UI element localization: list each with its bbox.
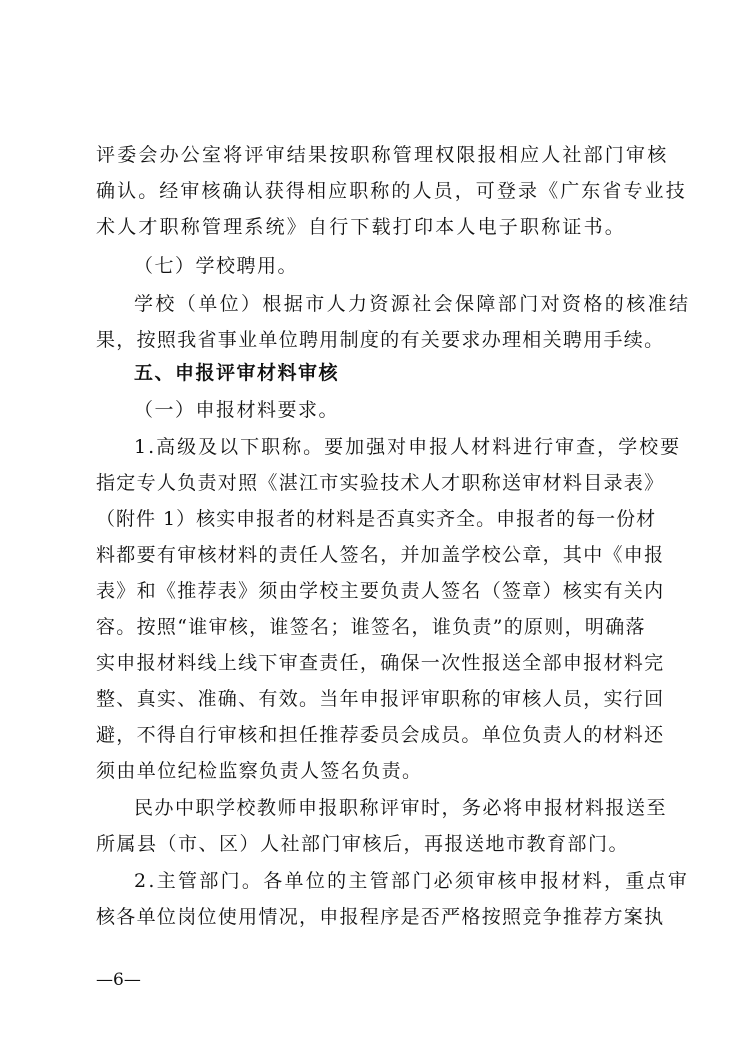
line-text: 确认。经审核确认获得相应职称的人员，可登录《广东省专业技 bbox=[96, 180, 687, 202]
paragraph-line bbox=[0, 720, 750, 750]
heading-text: （一）申报材料要求。 bbox=[134, 399, 340, 421]
paragraph-line bbox=[0, 176, 750, 206]
paragraph-line bbox=[0, 576, 750, 606]
paragraph-line bbox=[0, 648, 750, 678]
paragraph-line bbox=[0, 504, 750, 534]
line-text: 所属县（市、区）人社部门审核后，再报送地市教育部门。 bbox=[96, 833, 630, 855]
line-text: 评委会办公室将评审结果按职称管理权限报相应人社部门审核 bbox=[96, 144, 669, 166]
line-text: 整、真实、准确、有效。当年申报评审职称的审核人员，实行回 bbox=[96, 688, 665, 710]
line-text: 2.主管部门。各单位的主管部门必须审核申报材料，重点审 bbox=[134, 870, 690, 892]
line-text: 指定专人负责对照《湛江市实验技术人才职称送审材料目录表》 bbox=[96, 472, 665, 494]
paragraph-line bbox=[0, 829, 750, 859]
paragraph-line bbox=[0, 866, 750, 896]
paragraph-line bbox=[0, 612, 750, 642]
line-text: 1.高级及以下职称。要加强对申报人材料进行审查，学校要 bbox=[134, 436, 682, 458]
line-text: 术人才职称管理系统》自行下载打印本人电子职称证书。 bbox=[96, 216, 627, 238]
heading-text: （七）学校聘用。 bbox=[134, 255, 299, 277]
section-heading bbox=[0, 251, 750, 281]
line-text: 须由单位纪检监察负责人签名负责。 bbox=[96, 760, 423, 782]
line-text: 容。按照“谁审核，谁签名；谁签名，谁负责”的原则，明确落 bbox=[96, 616, 646, 638]
line-text: 实申报材料线上线下审查责任，确保一次性报送全部申报材料完 bbox=[96, 652, 665, 674]
page-number: —6— bbox=[96, 970, 141, 990]
paragraph-line bbox=[0, 325, 750, 355]
line-text: 核各单位岗位使用情况，申报程序是否严格按照竞争推荐方案执 bbox=[96, 906, 665, 928]
line-text: 表》和《推荐表》须由学校主要负责人签名（签章）核实有关内 bbox=[96, 580, 665, 602]
paragraph-line bbox=[0, 540, 750, 570]
paragraph-line bbox=[0, 793, 750, 823]
line-text: 学校（单位）根据市人力资源社会保障部门对资格的核准结 bbox=[134, 293, 691, 315]
line-text: 民办中职学校教师申报职称评审时，务必将申报材料报送至 bbox=[134, 797, 668, 819]
line-text: 果，按照我省事业单位聘用制度的有关要求办理相关聘用手续。 bbox=[96, 329, 665, 351]
paragraph-line bbox=[0, 432, 750, 462]
paragraph-line bbox=[0, 140, 750, 170]
line-text: 避，不得自行审核和担任推荐委员会成员。单位负责人的材料还 bbox=[96, 724, 665, 746]
section-heading bbox=[0, 395, 750, 425]
line-text: （附件 1）核实申报者的材料是否真实齐全。申报者的每一份材 bbox=[96, 508, 657, 530]
paragraph-line bbox=[0, 212, 750, 242]
paragraph-line bbox=[0, 468, 750, 498]
paragraph-line bbox=[0, 902, 750, 932]
paragraph-line bbox=[0, 289, 750, 319]
paragraph-line bbox=[0, 756, 750, 786]
heading-text: 五、申报评审材料审核 bbox=[134, 362, 340, 384]
chapter-heading bbox=[0, 358, 750, 388]
paragraph-line bbox=[0, 684, 750, 714]
line-text: 料都要有审核材料的责任人签名，并加盖学校公章，其中《申报 bbox=[96, 544, 665, 566]
